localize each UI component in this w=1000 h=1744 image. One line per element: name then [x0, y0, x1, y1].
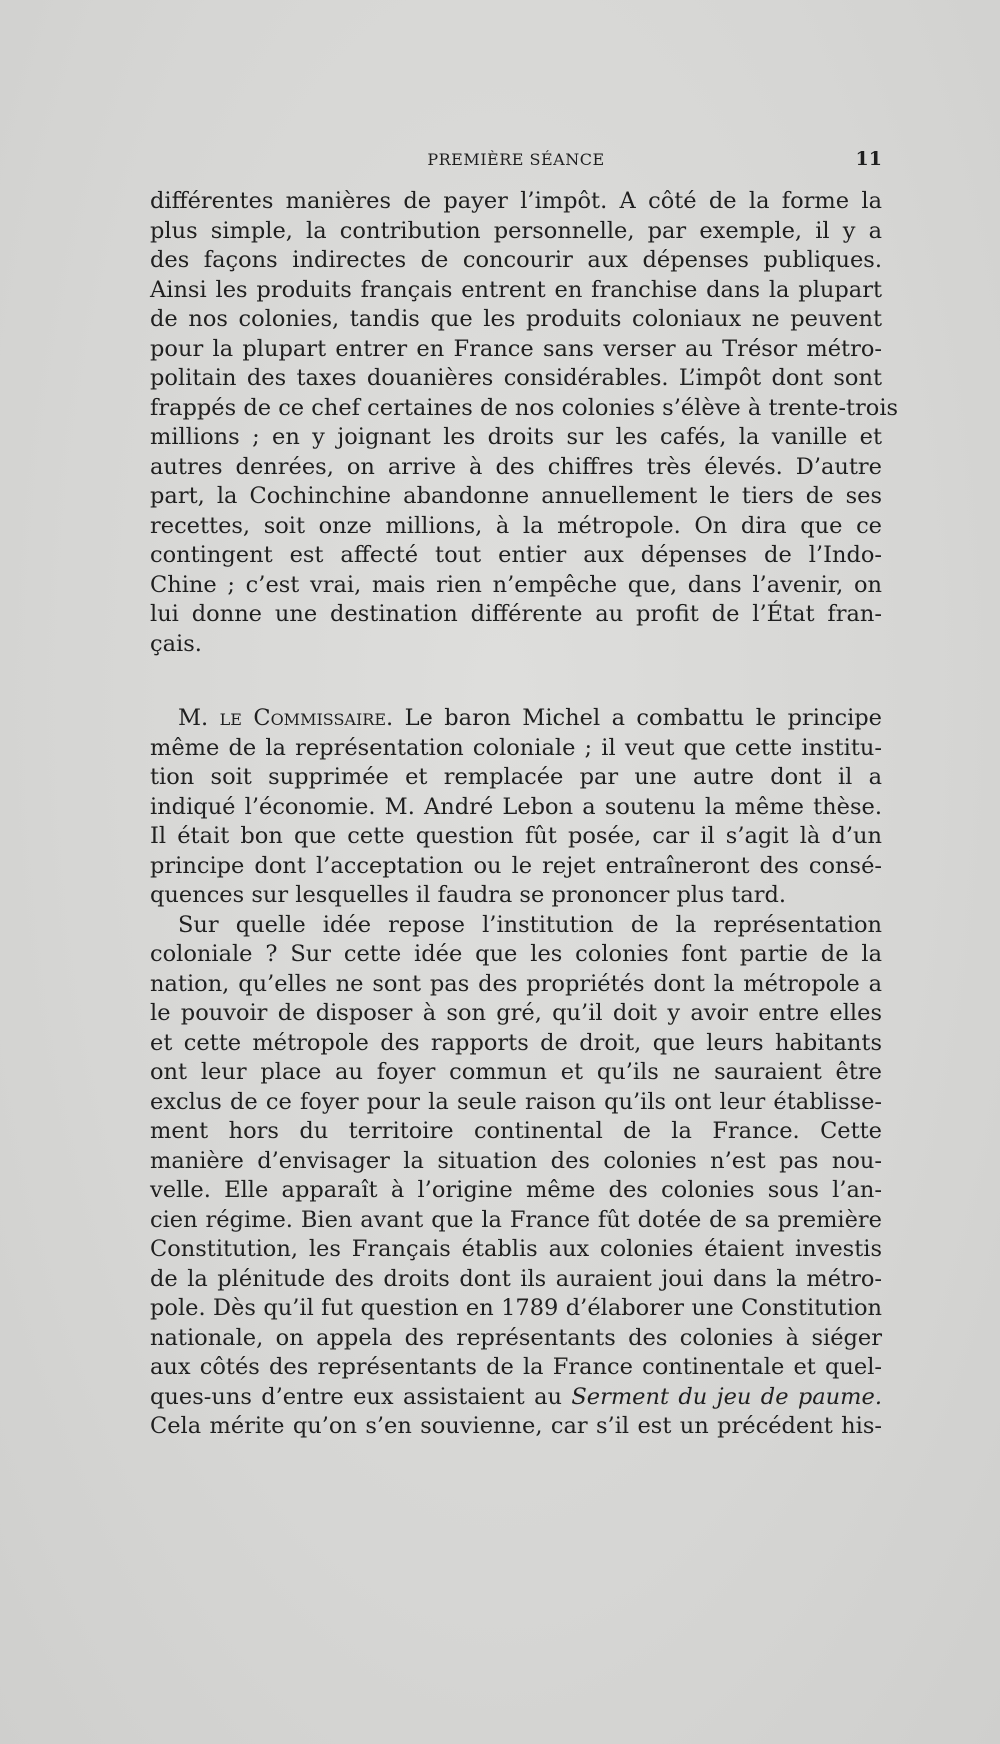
text-line: Chine ; c’est vrai, mais rien n’empêche que, dans l’avenir, on: [150, 571, 882, 598]
paragraph-1: [150, 187, 899, 659]
text-line: Cela mérite qu’on s’en souvienne, car s’il est un précédent his-: [150, 1413, 882, 1439]
text-line: Sur quelle idée repose l’institution de la représentation: [178, 911, 882, 938]
text-line: Constitution, les Français établis aux colonies étaient investis: [150, 1236, 882, 1262]
page-number: 11: [855, 148, 882, 170]
text-line: même de la représentation coloniale ; il veut que cette institu-: [150, 734, 882, 761]
text-line: velle. Elle apparaît à l’origine même des colonies sous l’an-: [150, 1177, 882, 1203]
text-line: ont leur place au foyer commun et qu’ils ne sauraient être: [150, 1059, 882, 1085]
text-line: cien régime. Bien avant que la France fût dotée de sa première: [150, 1206, 882, 1233]
running-title: PREMIÈRE SÉANCE: [427, 150, 605, 169]
text-line: des façons indirectes de concourir aux dépenses publiques.: [150, 247, 882, 273]
text-line: aux côtés des représentants de la France continentale et quel-: [150, 1354, 882, 1380]
text-line: différentes manières de payer l’impôt. A côté de la forme la: [150, 188, 882, 214]
text-line: pole. Dès qu’il fut question en 1789 d’élaborer une Constitution: [150, 1295, 882, 1321]
text-line: recettes, soit onze millions, à la métropole. On dira que ce: [150, 512, 882, 539]
text-line: frappés de ce chef certaines de nos colonies s’élève à trente-trois: [150, 394, 899, 421]
text-line: çais.: [150, 630, 202, 657]
text-line: Ainsi les produits français entrent en franchise dans la plupart: [150, 276, 882, 303]
text-line: nation, qu’elles ne sont pas des propriétés dont la métropole a: [150, 970, 882, 997]
line-prefix: ques-uns d’entre eux assistaient au: [150, 1383, 572, 1410]
speaker-prefix: M.: [178, 705, 220, 731]
text-line: nationale, on appela des représentants des colonies à siéger: [150, 1324, 882, 1351]
text-line: tion soit supprimée et remplacée par une autre dont il a: [150, 764, 882, 790]
paragraph-2: [150, 704, 882, 911]
text-line: autres denrées, on arrive à des chiffres très élevés. D’autre: [150, 453, 882, 480]
text-line: plus simple, la contribution personnelle, par exemple, il y a: [150, 217, 882, 244]
running-head: [150, 150, 882, 174]
text-line-with-italic: [150, 1383, 882, 1413]
text-line: lui donne une destination différente au profit de l’État fran-: [150, 601, 882, 627]
speaker-name: le Commissaire: [219, 705, 387, 731]
paragraph-gap: [150, 659, 882, 704]
text-line: manière d’envisager la situation des colonies n’est pas nou-: [150, 1147, 882, 1174]
text-line: part, la Cochinchine abandonne annuellement le tiers de ses: [150, 483, 882, 509]
text-line: indiqué l’économie. M. André Lebon a soutenu la même thèse.: [150, 793, 882, 820]
text-line: politain des taxes douanières considérables. L’impôt dont sont: [150, 365, 882, 391]
text-line: exclus de ce foyer pour la seule raison qu’ils ont leur établisse-: [150, 1088, 882, 1115]
text-line: de la plénitude des droits dont ils auraient joui dans la métro-: [150, 1265, 882, 1292]
italic-phrase: Serment du jeu de paume.: [571, 1383, 882, 1410]
speaker-line: [150, 704, 882, 734]
paragraph-3: [150, 911, 882, 1442]
speaker-line-rest: . Le baron Michel a combattu le principe: [386, 705, 882, 731]
text-line: le pouvoir de disposer à son gré, qu’il doit y avoir entre elles: [150, 1000, 882, 1026]
text-line: coloniale ? Sur cette idée que les colonies font partie de la: [150, 941, 882, 967]
text-line: Il était bon que cette question fût posée, car il s’agit là d’un: [150, 823, 882, 849]
text-line: quences sur lesquelles il faudra se prononcer plus tard.: [150, 882, 787, 908]
body-text: [150, 187, 899, 1442]
text-line: principe dont l’acceptation ou le rejet entraîneront des consé-: [150, 852, 882, 879]
text-line: ment hors du territoire continental de la France. Cette: [150, 1118, 882, 1144]
text-line: pour la plupart entrer en France sans verser au Trésor métro-: [150, 335, 882, 362]
text-line: millions ; en y joignant les droits sur les cafés, la vanille et: [150, 424, 882, 450]
text-line: de nos colonies, tandis que les produits coloniaux ne peuvent: [150, 306, 882, 332]
text-line: et cette métropole des rapports de droit, que leurs habitants: [150, 1029, 882, 1056]
text-line: contingent est affecté tout entier aux dépenses de l’Indo-: [150, 542, 882, 568]
